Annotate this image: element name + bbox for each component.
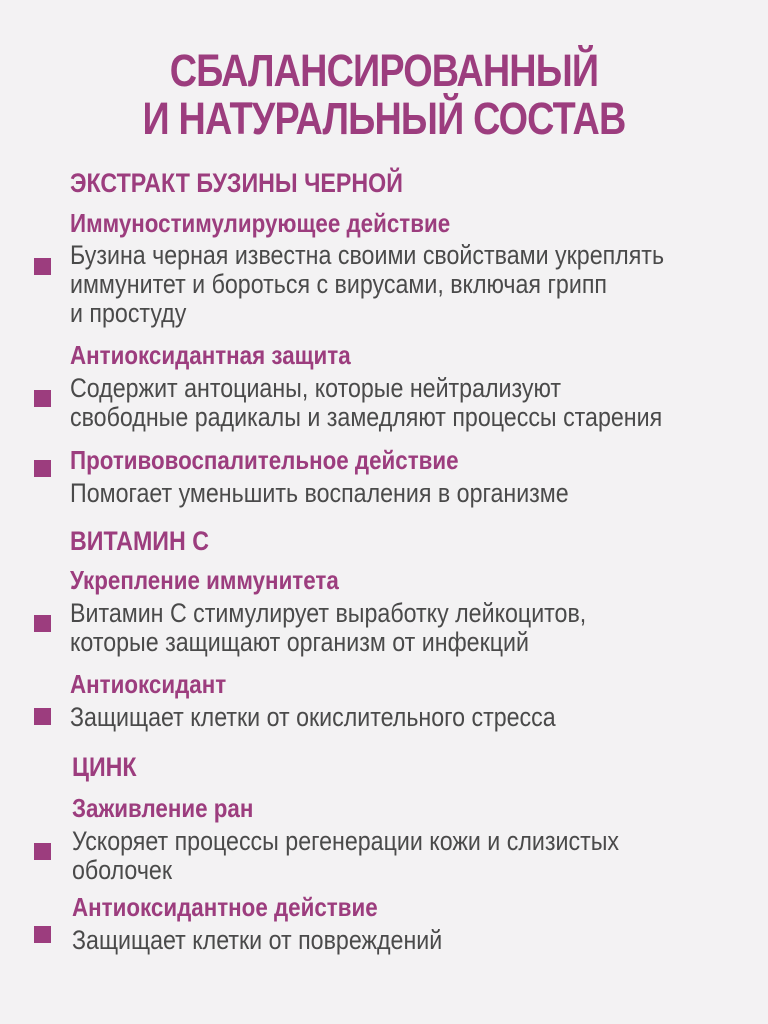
bullet-square-icon (34, 258, 51, 275)
item-title: Антиоксидантная защита (70, 340, 351, 370)
section-heading-vitamin-c: ВИТАМИН С (70, 526, 209, 556)
item-description-line: свободные радикалы и замедляют процессы старения (70, 402, 663, 432)
item-title: Заживление ран (72, 793, 254, 823)
item-description-line: которые защищают организм от инфекций (70, 627, 529, 657)
bullet-square-icon (34, 843, 51, 860)
item-description-line: Витамин С стимулирует выработку лейкоцитов, (70, 598, 587, 628)
item-description-line: иммунитет и бороться с вирусами, включая грипп (70, 269, 607, 299)
bullet-square-icon (34, 390, 51, 407)
bullet-square-icon (34, 926, 51, 943)
bullet-square-icon (34, 460, 51, 477)
item-description-line: Защищает клетки от повреждений (72, 925, 443, 955)
bullet-square-icon (34, 615, 51, 632)
item-description-line: Помогает уменьшить воспаления в организме (70, 478, 569, 508)
item-description-line: Бузина черная известна своими свойствами укреплять (70, 240, 665, 270)
item-description-line: Защищает клетки от окислительного стресса (70, 702, 556, 732)
item-description-line: Содержит антоцианы, которые нейтрализуют (70, 373, 562, 403)
bullet-square-icon (34, 708, 51, 725)
item-title: Антиоксидантное действие (72, 892, 378, 922)
item-title: Противовоспалительное действие (70, 445, 459, 475)
item-title: Антиоксидант (70, 669, 227, 699)
item-title: Укрепление иммунитета (70, 565, 339, 595)
item-title: Иммуностимулирующее действие (70, 208, 451, 238)
item-description-line: оболочек (72, 855, 173, 885)
item-description-line: Ускоряет процессы регенерации кожи и слизистых (72, 826, 620, 856)
page-title-line-2: И НАТУРАЛЬНЫЙ СОСТАВ (142, 93, 626, 144)
section-heading-elderberry: ЭКСТРАКТ БУЗИНЫ ЧЕРНОЙ (70, 168, 403, 198)
section-heading-zinc: ЦИНК (72, 752, 137, 782)
page-title-line-1: СБАЛАНСИРОВАННЫЙ (169, 45, 599, 96)
item-description-line: и простуду (70, 298, 187, 328)
